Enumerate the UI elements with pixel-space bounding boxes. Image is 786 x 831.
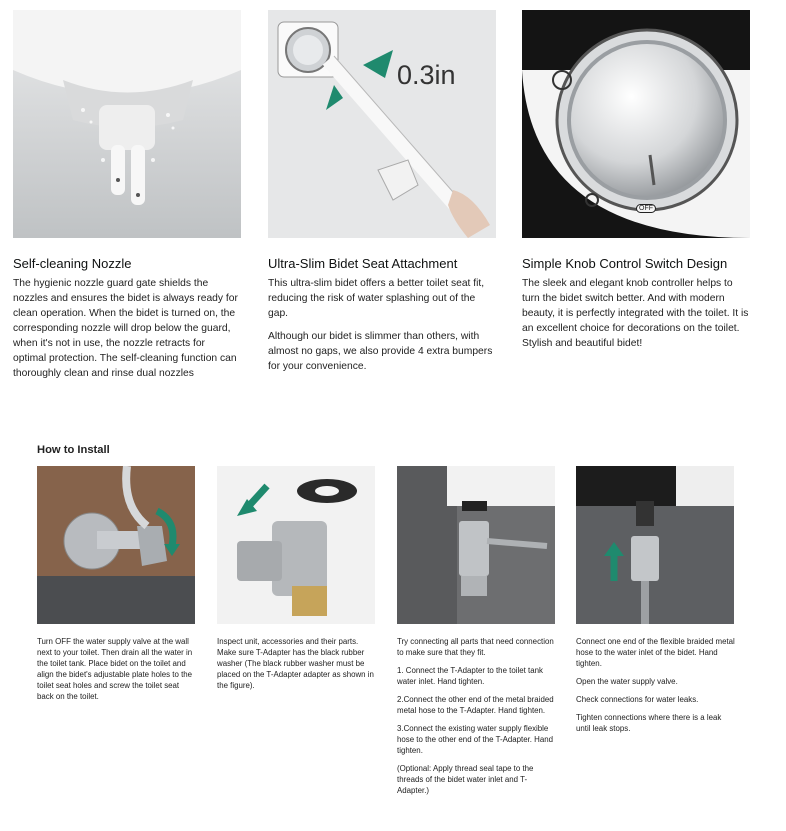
knob-photo (522, 10, 750, 238)
install-step3-text (397, 636, 557, 803)
install-step3-photo (397, 466, 555, 624)
step-paragraph: 3.Connect the existing water supply flexible hose to the other end of the T-Adapter. Hand tighten. (397, 724, 554, 755)
slim-attachment-photo (268, 10, 496, 238)
install-step4-photo (576, 466, 734, 624)
feature-title-slim: Ultra-Slim Bidet Seat Attachment (268, 256, 458, 271)
feature-paragraph: This ultra-slim bidet offers a better toilet seat fit, reducing the risk of water splashing out of the gap. (268, 278, 485, 319)
feature-paragraph: Although our bidet is slimmer than others, with almost no gaps, we also provide 4 extra bumpers for your convenience. (268, 331, 493, 372)
step-paragraph: Tighten connections where there is a leak until leak stops. (576, 713, 722, 733)
feature-text-nozzle (13, 276, 241, 381)
feature-paragraph: The sleek and elegant knob controller helps to turn the bidet switch better. And with modern beauty, it is perfectly integrated with the toilet. It is an excellent choice for decorations on the toilet. Stylish and beautiful bidet! (522, 278, 749, 349)
feature-paragraph: The hygienic nozzle guard gate shields the nozzles and ensures the bidet is always ready for clean operation. When the bidet is turned on, the corresponding nozzle will drop below the guard, when it's not in use, the nozzle retracts for optimal protection. The self-cleaning function can thoroughly clean and rinse dual nozzles (13, 278, 238, 379)
install-step1-photo (37, 466, 195, 624)
install-step2-text (217, 636, 377, 698)
step-paragraph: Check connections for water leaks. (576, 695, 699, 704)
install-step1-text (37, 636, 197, 709)
step-paragraph: Inspect unit, accessories and their parts. Make sure T-Adapter has the black rubber washer (The black rubber washer must be placed on the T-Adapter adapter as shown in the figure). (217, 637, 374, 690)
install-heading: How to Install (37, 444, 110, 456)
feature-text-slim (268, 276, 496, 374)
step-paragraph: Connect one end of the flexible braided metal hose to the water inlet of the bidet. Hand tighten. (576, 637, 735, 668)
gap-label: 0.3in (397, 60, 456, 90)
install-step2-photo (217, 466, 375, 624)
feature-text-knob (522, 276, 750, 351)
feature-title-nozzle: Self-cleaning Nozzle (13, 256, 132, 271)
step-paragraph: Turn OFF the water supply valve at the wall next to your toilet. Then drain all the water in the toilet tank. Place bidet on the toilet and align the bidet's adjustable plate holes to the toilet seat holes and screw the toilet seat back on the toilet. (37, 637, 193, 701)
feature-title-knob: Simple Knob Control Switch Design (522, 256, 728, 271)
step-paragraph: Open the water supply valve. (576, 677, 678, 686)
step-paragraph: Try connecting all parts that need connection to make sure that they fit. (397, 637, 554, 657)
step-paragraph: (Optional: Apply thread seal tape to the threads of the bidet water inlet and T-Adapter.) (397, 764, 534, 795)
step-paragraph: 1. Connect the T-Adapter to the toilet tank water inlet. Hand tighten. (397, 666, 543, 686)
step-paragraph: 2.Connect the other end of the metal braided metal hose to the T-Adapter. Hand tighten. (397, 695, 554, 715)
nozzle-photo (13, 10, 241, 238)
off-label: OFF (636, 204, 656, 213)
install-step4-text (576, 636, 736, 741)
